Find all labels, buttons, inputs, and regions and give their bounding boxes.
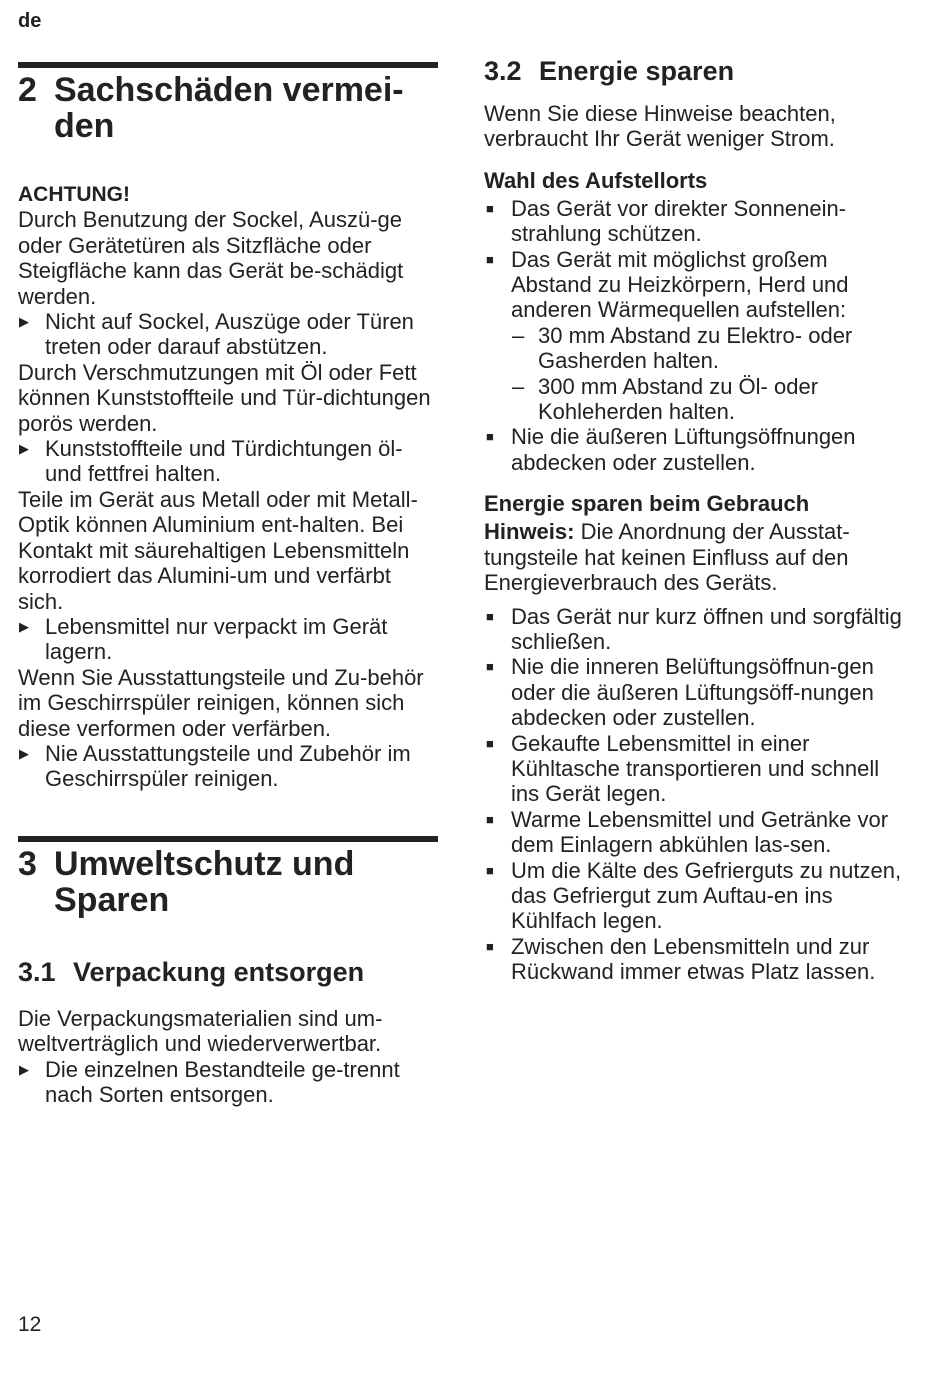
square-bullet-icon: ■ xyxy=(486,659,494,675)
square-bullet-icon: ■ xyxy=(486,862,494,878)
action-item xyxy=(18,436,438,487)
list-item: ■ Das Gerät mit möglichst großem Abstand zu Heizkörpern, Herd und anderen Wärmequellen aufstellen: – 30 mm Abstand zu Elektro- oder Gasherden halten. – 300 mm Abstand zu Öl- oder Kohleherden halten. xyxy=(484,247,904,425)
action-item xyxy=(18,614,438,665)
section-3-2-heading xyxy=(484,55,904,87)
list-item: ■ Nie die äußeren Lüftungsöffnungen abdecken oder zustellen. xyxy=(486,424,856,475)
action-text: Die einzelnen Bestandteile ge-trennt nach Sorten entsorgen. xyxy=(45,1056,400,1107)
section-title: Energie sparen xyxy=(539,56,735,86)
list-item: ■ Das Gerät nur kurz öffnen und sorgfältig schließen. xyxy=(486,603,902,654)
subheading-location: Wahl des Aufstellorts xyxy=(484,167,708,193)
warning-label: ACHTUNG! xyxy=(18,183,130,206)
list-item: ■ Warme Lebensmittel und Getränke vor dem Einlagern abkühlen las-sen. xyxy=(486,806,889,858)
chapter-number: 3 xyxy=(18,844,37,883)
note-text: Die Anordnung der Ausstat-tungsteile hat keinen Einfluss auf den Energieverbrauch des Geräts. xyxy=(484,519,850,596)
note-label: Hinweis: xyxy=(484,519,575,545)
right-column xyxy=(484,55,904,985)
square-bullet-icon: ■ xyxy=(486,251,494,267)
action-text: Nie Ausstattungsteile und Zubehör im Geschirrspüler reinigen. xyxy=(45,740,411,792)
list-item: ■ Um die Kälte des Gefrierguts zu nutzen, das Gefriergut zum Auftau-en ins Kühlfach legen. xyxy=(486,857,902,934)
square-bullet-icon: ■ xyxy=(486,938,494,954)
distance-list xyxy=(511,323,904,425)
action-text: Nicht auf Sockel, Auszüge oder Türen treten oder darauf abstützen. xyxy=(45,309,414,360)
action-item xyxy=(18,309,438,360)
action-text: Lebensmittel nur verpackt im Gerät lagern. xyxy=(45,613,388,665)
triangle-bullet-icon: ▶ xyxy=(19,441,29,457)
section-paragraph: Die Verpackungsmaterialien sind um-weltverträglich und wiederverwertbar. xyxy=(18,1005,383,1057)
square-bullet-icon: ■ xyxy=(486,429,494,445)
chapter-2-heading xyxy=(18,62,438,144)
usage-list xyxy=(484,604,904,985)
triangle-bullet-icon: ▶ xyxy=(19,745,29,761)
note-paragraph xyxy=(484,519,904,595)
section-3-1-heading xyxy=(18,956,438,988)
section-title: Verpackung entsorgen xyxy=(73,956,365,987)
dash-bullet-icon: – xyxy=(512,373,525,399)
list-item: ■ Nie die inneren Belüftungsöffnun-gen oder die äußeren Lüftungsöff-nungen abdecken oder zustellen. xyxy=(486,654,874,731)
warning-paragraph: Teile im Gerät aus Metall oder mit Metall-Optik können Aluminium ent-halten. Bei Kontakt mit säurehaltigen Lebensmitteln korrodiert das Alumini-um und verfärbt sich. xyxy=(18,486,418,614)
section-number: 3.2 xyxy=(484,56,522,86)
left-column xyxy=(18,62,438,1107)
square-bullet-icon: ■ xyxy=(486,608,494,624)
list-item: ■ Zwischen den Lebensmitteln und zur Rückwand immer etwas Platz lassen. xyxy=(486,933,876,985)
chapter-number: 2 xyxy=(18,71,37,109)
subheading-usage: Energie sparen beim Gebrauch xyxy=(484,491,810,517)
dash-item: – 30 mm Abstand zu Elektro- oder Gasherden halten. xyxy=(512,322,853,374)
dash-bullet-icon: – xyxy=(512,322,525,348)
chapter-title: Sachschäden vermei-den xyxy=(54,71,404,145)
chapter-title: Umweltschutz und Sparen xyxy=(54,844,355,919)
action-item xyxy=(18,1057,438,1108)
list-item: ■ Das Gerät vor direkter Sonnenein-strahlung schützen. xyxy=(486,195,847,247)
intro-paragraph: Wenn Sie diese Hinweise beachten, verbraucht Ihr Gerät weniger Strom. xyxy=(484,101,836,152)
triangle-bullet-icon: ▶ xyxy=(19,1061,29,1077)
section-number: 3.1 xyxy=(18,956,56,987)
action-text: Kunststoffteile und Türdichtungen öl- und fettfrei halten. xyxy=(45,436,403,487)
square-bullet-icon: ■ xyxy=(486,200,494,216)
location-list xyxy=(484,196,904,475)
page-number: 12 xyxy=(18,1313,42,1336)
action-item xyxy=(18,741,438,792)
square-bullet-icon: ■ xyxy=(486,811,494,827)
list-item: ■ Gekaufte Lebensmittel in einer Kühltasche transportieren und schnell ins Gerät legen. xyxy=(486,730,880,807)
language-code: de xyxy=(18,10,42,32)
warning-paragraph: Durch Verschmutzungen mit Öl oder Fett können Kunststoffteile und Tür-dichtungen porös werden. xyxy=(18,359,431,436)
triangle-bullet-icon: ▶ xyxy=(19,618,29,634)
square-bullet-icon: ■ xyxy=(486,735,494,751)
chapter-3-heading xyxy=(18,836,438,918)
warning-paragraph: Wenn Sie Ausstattungsteile und Zu-behör im Geschirrspüler reinigen, können sich diese verformen oder verfärben. xyxy=(18,664,424,741)
warning-paragraph: Durch Benutzung der Sockel, Auszü-ge oder Gerätetüren als Sitzfläche oder Steigfläche kann das Gerät be-schädigt werden. xyxy=(18,207,404,309)
triangle-bullet-icon: ▶ xyxy=(19,314,29,330)
dash-item: – 300 mm Abstand zu Öl- oder Kohleherden halten. xyxy=(512,373,819,425)
